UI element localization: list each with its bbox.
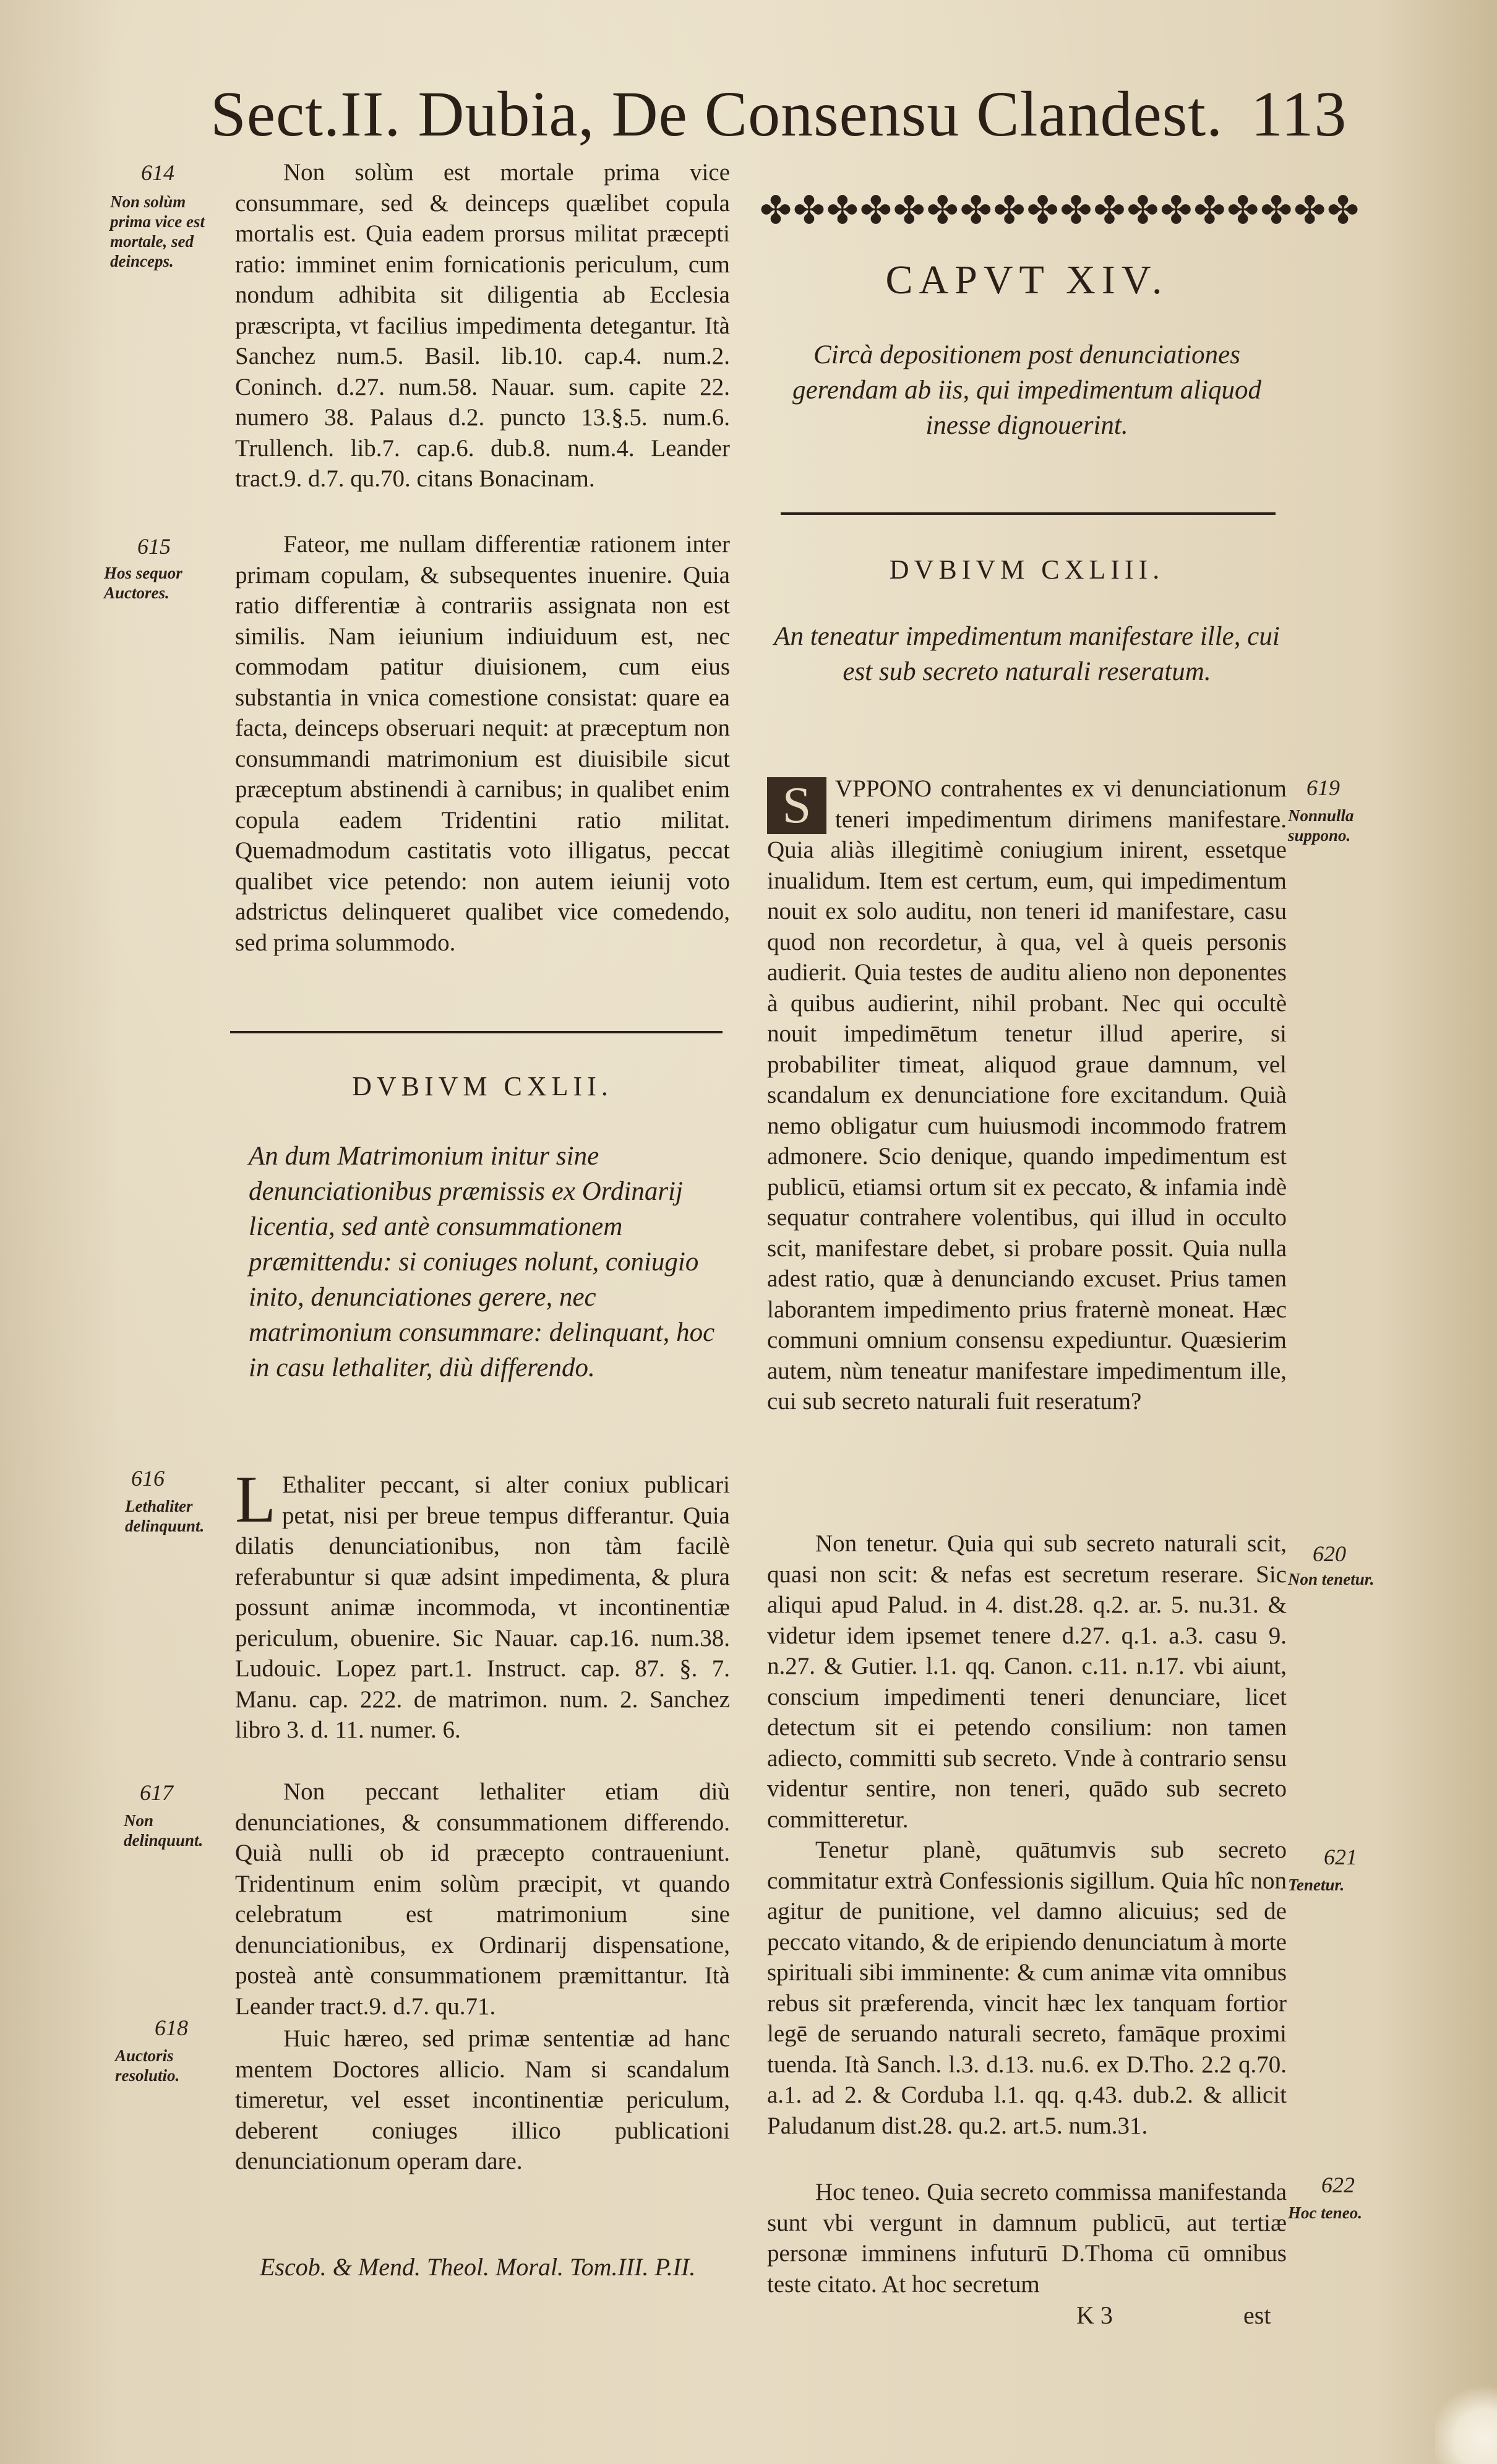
header-title: Sect.II. Dubia, De Consensu Clandest. (210, 79, 1224, 150)
paragraph-614 (235, 157, 730, 494)
dubium-142-question: An dum Matrimonium initur sine denunciationibus præmissis ex Ordinarij licentia, sed antè consummationem præmittendu: si coniuges nolunt, coniugio inito, denunciationes gerere, nec matrimonium consummare: delinquant, hoc in casu lethaliter, diù differendo. (249, 1142, 715, 1382)
margin-note-618: Auctoris resolutio. (115, 2046, 180, 2085)
paper-corner-wear (1435, 2382, 1497, 2464)
paragraph-621-text: Tenetur planè, quātumvis sub secreto commitatur extrà Confessionis sigillum. Quia hîc non agitur de punitione, vel damno alicuius; sed de peccato vitando, & de eripiendo denunciatum à morte spirituali sibi imminente: & cum animæ vita omnibus rebus sit præferenda, vincit hæc lex tanquam fortior legē de seruando naturali secreto, famāque proximi tuenda. Ità Sanch. l.3. d.13. nu.6. ex D.Tho. 2.2 q.70. a.1. ad 2. & Corduba l.1. qq. q.43. dub.2. & allicit Paludanum dist.28. qu.2. art.5. num.31. (767, 1837, 1287, 2139)
margin-number-622: 622 (1321, 2173, 1355, 2197)
page-number: 113 (1251, 79, 1347, 150)
caput-heading: CAPVT XIV. (885, 257, 1169, 303)
dubium-142-heading: DVBIVM CXLII. (352, 1071, 613, 1101)
paragraph-616-text: Ethaliter peccant, si alter coniux publicari petat, nisi per breue tempus differantur. Quia dilatis denunciationibus, non tàm facilè referabuntur si quæ adsint impedimenta, & plura possunt animæ incommoda, vt incontinentiæ periculum, obuenire. Sic Nauar. cap.16. num.38. Ludouic. Lopez part.1. Instruct. cap. 87. §. 7. Manu. cap. 222. de matrimon. num. 2. Sanchez libro 3. d. 11. numer. 6. (235, 1471, 730, 1743)
margin-note-621: Tenetur. (1288, 1876, 1345, 1894)
paragraph-620-text: Non tenetur. Quia qui sub secreto naturali scit, quasi non scit: & nefas est secretum reserare. Sic aliqui apud Palud. in 4. dist.28. q.2. ar. 5. nu.31. & videtur idem ipsemet tenere d.27. q.1. a.3. casu 9. n.27. & Gutier. l.1. qq. Canon. c.11. n.17. vbi aiunt, conscium impedimenti teneri denunciare, licet detectum sit ei petendo consilium: non tamen adiecto, committi sub secreto. Vnde à contrario sensu videntur sentire, non teneri, quādo sub secreto committeretur. (767, 1530, 1287, 1833)
paragraph-614-text: Non solùm est mortale prima vice consummare, sed & deinceps quælibet copula mortalis est. Quia eadem prorsus militat præcepti ratio: imminet enim fornicationis periculum, cum nondum adhibita sit diligentia ab Ecclesia præscripta, vt facilius impedimenta detegantur. Ità Sanchez num.5. Basil. lib.10. cap.4. num.2. Coninch. d.27. num.58. Nauar. sum. capite 22. numero 38. Palaus d.2. puncto 13.§.5. num.6. Trullench. lib.7. cap.6. dub.8. num.4. Leander tract.9. d.7. qu.70. citans Bonacinam. (235, 159, 730, 492)
margin-number-614: 614 (141, 160, 174, 185)
paragraph-616 (235, 1463, 730, 1746)
caput-rule (781, 512, 1276, 515)
margin-number-615: 615 (137, 534, 171, 559)
margin-number-619: 619 (1306, 775, 1340, 800)
margin-note-620: Non tenetur. (1288, 1570, 1375, 1588)
paragraph-621 (767, 1835, 1287, 2141)
paragraph-619 (767, 773, 1287, 1417)
margin-note-615: Hos sequor Auctores. (104, 564, 182, 602)
margin-number-620: 620 (1313, 1541, 1346, 1566)
catchword: est (1243, 2301, 1271, 2329)
signature-mark: K 3 (1076, 2301, 1113, 2329)
paragraph-618 (235, 2023, 730, 2177)
ornamental-border: ✤✤✤✤✤✤✤✤✤✤✤✤✤✤✤✤✤✤ (760, 187, 1361, 233)
margin-note-619: Nonnulla suppono. (1288, 806, 1354, 845)
margin-number-618: 618 (155, 2015, 188, 2040)
signature-line: Escob. & Mend. Theol. Moral. Tom.III. P.II. (260, 2253, 696, 2281)
caput-subtitle: Circà depositionem post denunciationes gerendam ab iis, qui impedimentum aliquod inesse dignouerint. (792, 340, 1261, 440)
margin-note-616: Lethaliter delinquunt. (125, 1497, 205, 1535)
margin-note-614: Non solùm prima vice est mortale, sed deinceps. (110, 192, 205, 270)
margin-note-617: Non delinquunt. (124, 1811, 204, 1850)
paragraph-617-text: Non peccant lethaliter etiam diù denunciationes, & consummationem differendo. Quià nulli ob id præcepto contraueniunt. Tridentinum enim solùm præcipit, vt quando celebratum est matrimonium sine denunciationibus, ex Ordinarij dispensatione, posteà antè consummationem præmittantur. Ità Leander tract.9. d.7. qu.71. (235, 1778, 730, 2020)
paragraph-622-text: Hoc teneo. Quia secreto commissa manifestanda sunt vbi vergunt in damnum publicū, aut tertiæ personæ imminens infuturū D.Thoma cū omnibus teste citato. At hoc secretum (767, 2179, 1287, 2298)
margin-number-617: 617 (140, 1780, 173, 1805)
paragraph-620 (767, 1528, 1287, 1835)
margin-number-621: 621 (1324, 1845, 1357, 1869)
paragraph-618-text: Huic hæreo, sed primæ sententiæ ad hanc mentem Doctores allicio. Nam si scandalum timeretur, vel esset incontinentiæ periculum, deberent coniuges illico publicationi denunciationum operam dare. (235, 2025, 730, 2174)
dubium-143-question: An teneatur impedimentum manifestare ille, cui est sub secreto naturali reseratum. (774, 622, 1280, 686)
paragraph-619-text: VPPONO contrahentes ex vi denunciationum teneri impedimentum dirimens manifestare. Quia aliàs illegitimè coniugium inirent, essetque inualidum. Item est certum, eum, qui impedimentum nouit ex solo auditu, non teneri id manifestare, casu quod non recordetur, à qua, vel à queis personis audierit. Quia testes de auditu alieno non deponentes à quibus audierint, nihil probant. Nec qui occultè nouit impedimētum tenetur illud aperire, si probabiliter timeat, aliquod graue damnum, vel scandalum ex denunciatione fore excitandum. Quià nemo obligatur cum huiusmodi incommodo fratrem admonere. Scio denique, quando impedimentum est publicū, etiamsi ortum sit ex peccato, & infamia indè sequatur contrahere volentibus, qui illud in occulto scit, manifestare debet, si probare possit. Quia nulla adest ratio, quæ à denunciando excuset. Prius tamen laborantem impedimento prius fraternè moneat. Hæc communi omnium consensu expediuntur. Quæsierim autem, nùm teneatur manifestare impedimentum ille, cui sub secreto naturali fuit reseratum? (767, 775, 1287, 1415)
running-header (210, 74, 1347, 155)
paragraph-617 (235, 1777, 730, 2022)
drop-cap-s: S (767, 777, 826, 834)
dubium-143-heading: DVBIVM CXLIII. (889, 554, 1165, 585)
margin-number-616: 616 (131, 1466, 165, 1491)
paragraph-615 (235, 529, 730, 958)
margin-note-622: Hoc teneo. (1288, 2203, 1362, 2222)
section-rule (230, 1031, 723, 1033)
paragraph-622 (767, 2177, 1287, 2299)
paragraph-615-text: Fateor, me nullam differentiæ rationem inter primam copulam, & subsequentes inuenire. Quia ratio differentiæ à contrariis assignata non est similis. Nam ieiunium indiuiduum est, nec commodam patitur diuisionem, cum eius substantia in vnica comestione consistat: quare ea facta, deinceps obseruari nequit: at præceptum non consummandi matrimonium est diuisibile sicut præceptum abstinendi à carnibus; in qualibet enim copula eadem Tridentini ratio militat. Quemadmodum castitatis voto illigatus, peccat qualibet vice petendo: non autem ieiunij voto adstrictus delinqueret qualibet vice comedendo, sed prima solummodo. (235, 531, 730, 956)
drop-cap-l: L (235, 1463, 276, 1536)
